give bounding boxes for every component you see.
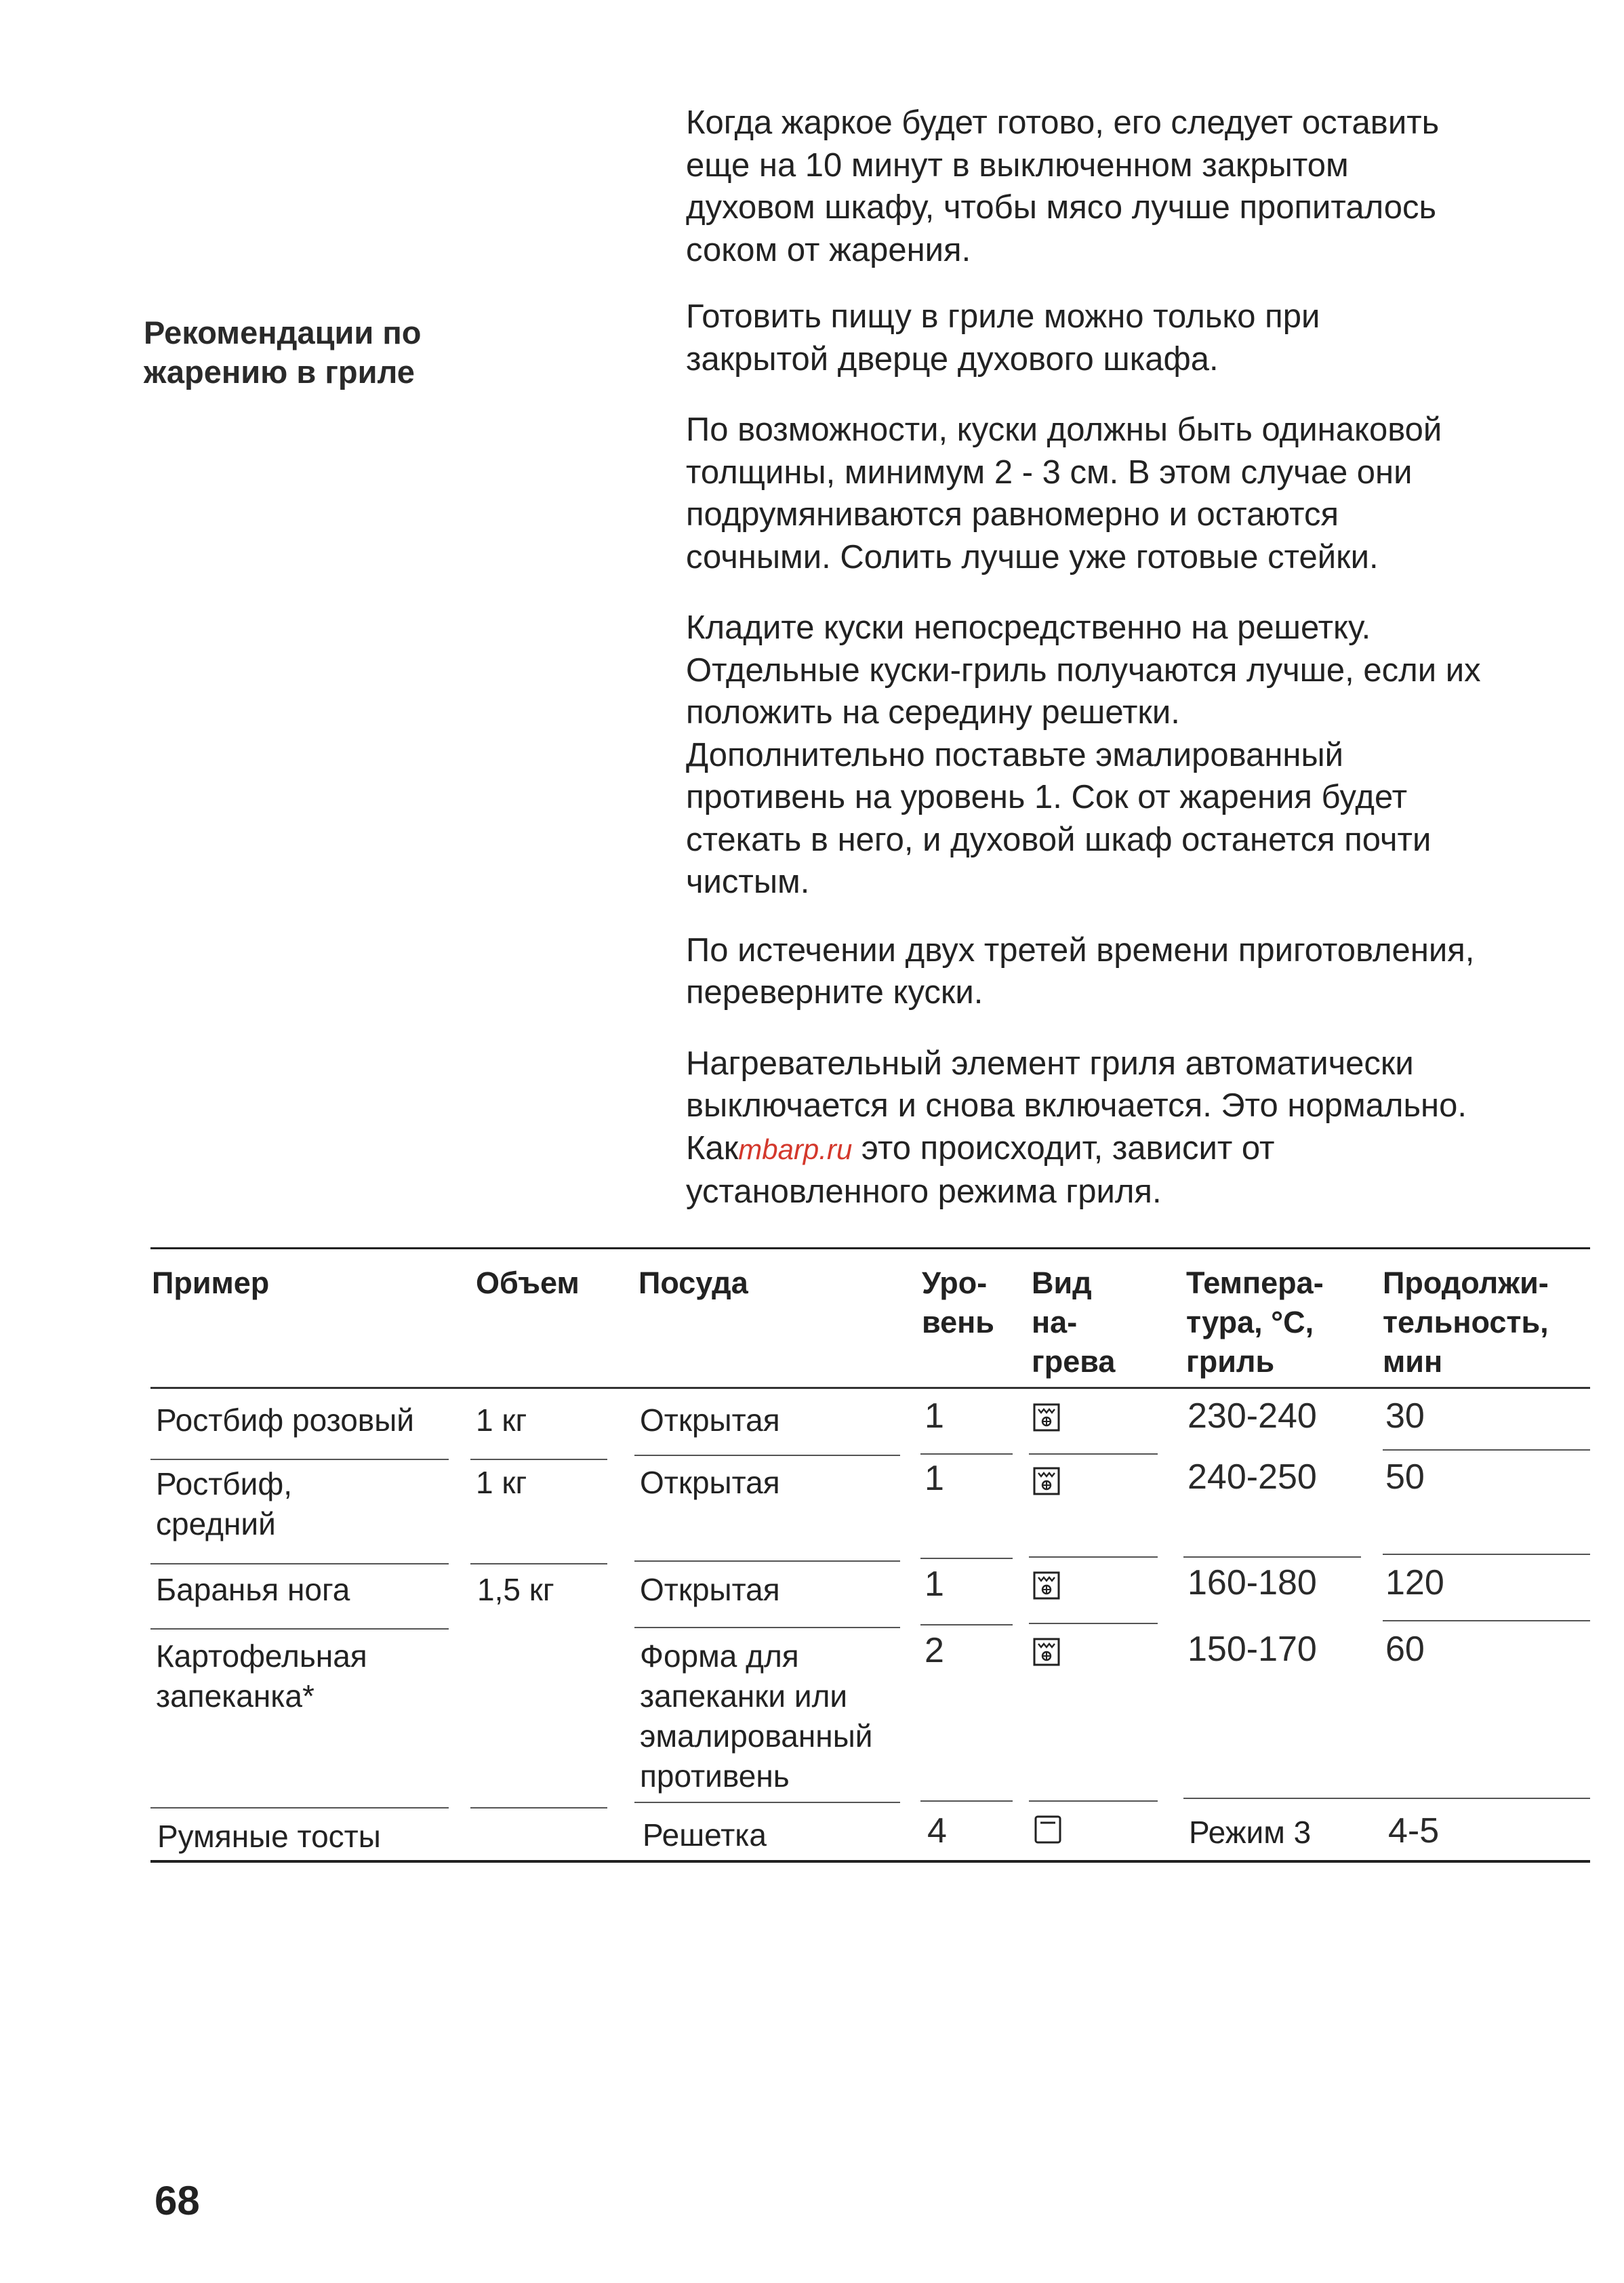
text-line: чистым.	[686, 864, 810, 900]
row-divider	[150, 1459, 449, 1460]
header-line: вень	[922, 1305, 994, 1339]
text-line: положить на середину решетки.	[686, 694, 1180, 731]
text-line: выключается и снова включается. Это нормально.	[686, 1087, 1467, 1124]
header-line: на-	[1032, 1305, 1078, 1339]
cell-example: Ростбиф, средний	[156, 1466, 292, 1541]
row-divider	[1183, 1556, 1361, 1558]
paragraph	[686, 929, 1587, 1014]
cell-level: 4	[927, 1811, 947, 1851]
row-divider	[1029, 1556, 1158, 1558]
top-grill-icon	[1034, 1815, 1061, 1844]
circulated-grill-icon	[1033, 1638, 1060, 1666]
row-divider	[470, 1563, 607, 1564]
cell-example: Картофельная запеканка*	[156, 1638, 367, 1714]
row-divider	[920, 1558, 1013, 1559]
text-line: толщины, минимум 2 - 3 см. В этом случае они	[686, 453, 1413, 491]
cell-duration: 120	[1385, 1563, 1444, 1602]
cell-level: 1	[925, 1396, 944, 1436]
cell-temperature: 230-240	[1187, 1396, 1317, 1436]
cell-duration: 4-5	[1388, 1811, 1440, 1851]
header-line: тельность,	[1383, 1305, 1549, 1339]
section-heading	[144, 313, 523, 392]
text-line	[686, 1127, 1587, 1171]
text-fragment: Как	[686, 1129, 739, 1167]
cell-level: 1	[925, 1459, 944, 1498]
row-divider	[1183, 1798, 1590, 1799]
cell-example: Ростбиф розовый	[156, 1402, 414, 1438]
header-line: гриль	[1186, 1344, 1275, 1379]
cell-duration: 30	[1385, 1396, 1425, 1436]
row-divider	[1383, 1554, 1590, 1555]
paragraph	[686, 1043, 1587, 1213]
text-line: сочными. Солить лучше уже готовые стейки.	[686, 538, 1379, 575]
section-heading-line: Рекомендации по	[144, 315, 422, 350]
text-line: закрытой дверце духового шкафа.	[686, 340, 1219, 378]
header-level	[922, 1264, 994, 1342]
header-volume	[476, 1264, 580, 1303]
text-line: Нагревательный элемент гриля автоматически	[686, 1045, 1414, 1082]
text-line: еще на 10 минут в выключенном закрытом	[686, 146, 1349, 184]
row-divider	[1029, 1453, 1158, 1455]
text-line: Когда жаркое будет готово, его следует оставить	[686, 104, 1440, 141]
circulated-grill-icon	[1033, 1467, 1060, 1495]
row-divider	[920, 1453, 1013, 1455]
header-line: Пример	[152, 1266, 270, 1300]
grilling-recommendations-text	[686, 102, 1587, 1242]
row-divider	[470, 1459, 607, 1460]
row-divider	[634, 1802, 900, 1803]
cell-dish: Форма для запеканки или эмалированный противень	[640, 1638, 873, 1794]
text-line: подрумяниваются равномерно и остаются	[686, 496, 1339, 533]
row-divider	[920, 1624, 1013, 1625]
header-dish	[638, 1264, 748, 1303]
text-line: Кладите куски непосредственно на решетку.	[686, 609, 1371, 646]
header-line: тура, °С,	[1186, 1305, 1314, 1339]
text-line: духовом шкафу, чтобы мясо лучше пропиталось	[686, 189, 1436, 226]
text-line: соком от жарения.	[686, 231, 971, 268]
paragraph	[686, 607, 1587, 904]
header-line: грева	[1032, 1344, 1116, 1379]
row-divider	[1383, 1620, 1590, 1621]
text-line: стекать в него, и духовой шкаф останется почти	[686, 821, 1432, 858]
cell-temperature: Режим 3	[1189, 1815, 1312, 1850]
cell-duration: 60	[1385, 1630, 1425, 1669]
row-divider	[150, 1807, 449, 1809]
row-divider	[634, 1455, 900, 1456]
header-line: Вид	[1032, 1266, 1092, 1300]
paragraph	[686, 296, 1587, 380]
cell-dish: Открытая	[640, 1465, 780, 1500]
cell-level: 1	[925, 1564, 944, 1604]
table-bottom-rule	[150, 1860, 1590, 1863]
table-header-rule	[150, 1387, 1590, 1389]
section-heading-line: жарению в гриле	[144, 354, 415, 390]
header-line: Продолжи-	[1383, 1266, 1549, 1300]
cell-temperature: 150-170	[1187, 1630, 1317, 1669]
text-line: Дополнительно поставьте эмалированный	[686, 736, 1344, 773]
header-temperature	[1186, 1264, 1324, 1381]
text-line: противень на уровень 1. Сок от жарения будет	[686, 779, 1408, 815]
header-line: мин	[1383, 1344, 1443, 1379]
paragraph	[686, 102, 1587, 271]
row-divider	[470, 1807, 607, 1809]
row-divider	[1383, 1449, 1590, 1451]
cell-duration: 50	[1385, 1457, 1425, 1497]
table-top-rule	[150, 1247, 1590, 1249]
header-line: Посуда	[638, 1266, 748, 1300]
row-divider	[634, 1560, 900, 1562]
text-line: Отдельные куски-гриль получаются лучше, если их	[686, 651, 1481, 689]
header-heating	[1032, 1264, 1115, 1381]
row-divider	[920, 1800, 1013, 1802]
header-duration	[1383, 1264, 1549, 1381]
header-line: Темпера-	[1186, 1266, 1324, 1300]
cell-dish: Открытая	[640, 1572, 780, 1607]
header-line: Объем	[476, 1266, 580, 1300]
cell-volume: 1 кг	[476, 1465, 527, 1500]
cell-temperature: 160-180	[1187, 1563, 1317, 1602]
text-line: По возможности, куски должны быть одинаковой	[686, 411, 1442, 448]
text-line: Готовить пищу в гриле можно только при	[686, 298, 1320, 335]
page-number: 68	[155, 2178, 200, 2223]
circulated-grill-icon	[1033, 1571, 1060, 1600]
cell-level: 2	[925, 1631, 944, 1670]
circulated-grill-icon	[1033, 1403, 1060, 1432]
cell-dish: Открытая	[640, 1402, 780, 1438]
cell-example: Румяные тосты	[157, 1819, 381, 1854]
cell-example: Баранья нога	[156, 1572, 350, 1607]
text-line: переверните куски.	[686, 974, 983, 1011]
watermark: mbarp.ru	[738, 1133, 853, 1165]
header-example	[152, 1264, 269, 1303]
paragraph	[686, 409, 1587, 578]
row-divider	[150, 1563, 449, 1564]
text-line: установленного режима гриля.	[686, 1173, 1162, 1210]
row-divider	[1029, 1623, 1158, 1624]
row-divider	[1029, 1800, 1158, 1802]
cell-volume: 1,5 кг	[477, 1572, 554, 1607]
cell-dish: Решетка	[643, 1817, 767, 1853]
text-line: По истечении двух третей времени приготовления,	[686, 931, 1475, 969]
header-line: Уро-	[922, 1266, 988, 1300]
cell-volume: 1 кг	[476, 1402, 527, 1438]
row-divider	[634, 1627, 900, 1628]
row-divider	[150, 1628, 449, 1630]
cell-temperature: 240-250	[1187, 1457, 1317, 1497]
text-fragment: это происходит, зависит от	[852, 1129, 1275, 1167]
